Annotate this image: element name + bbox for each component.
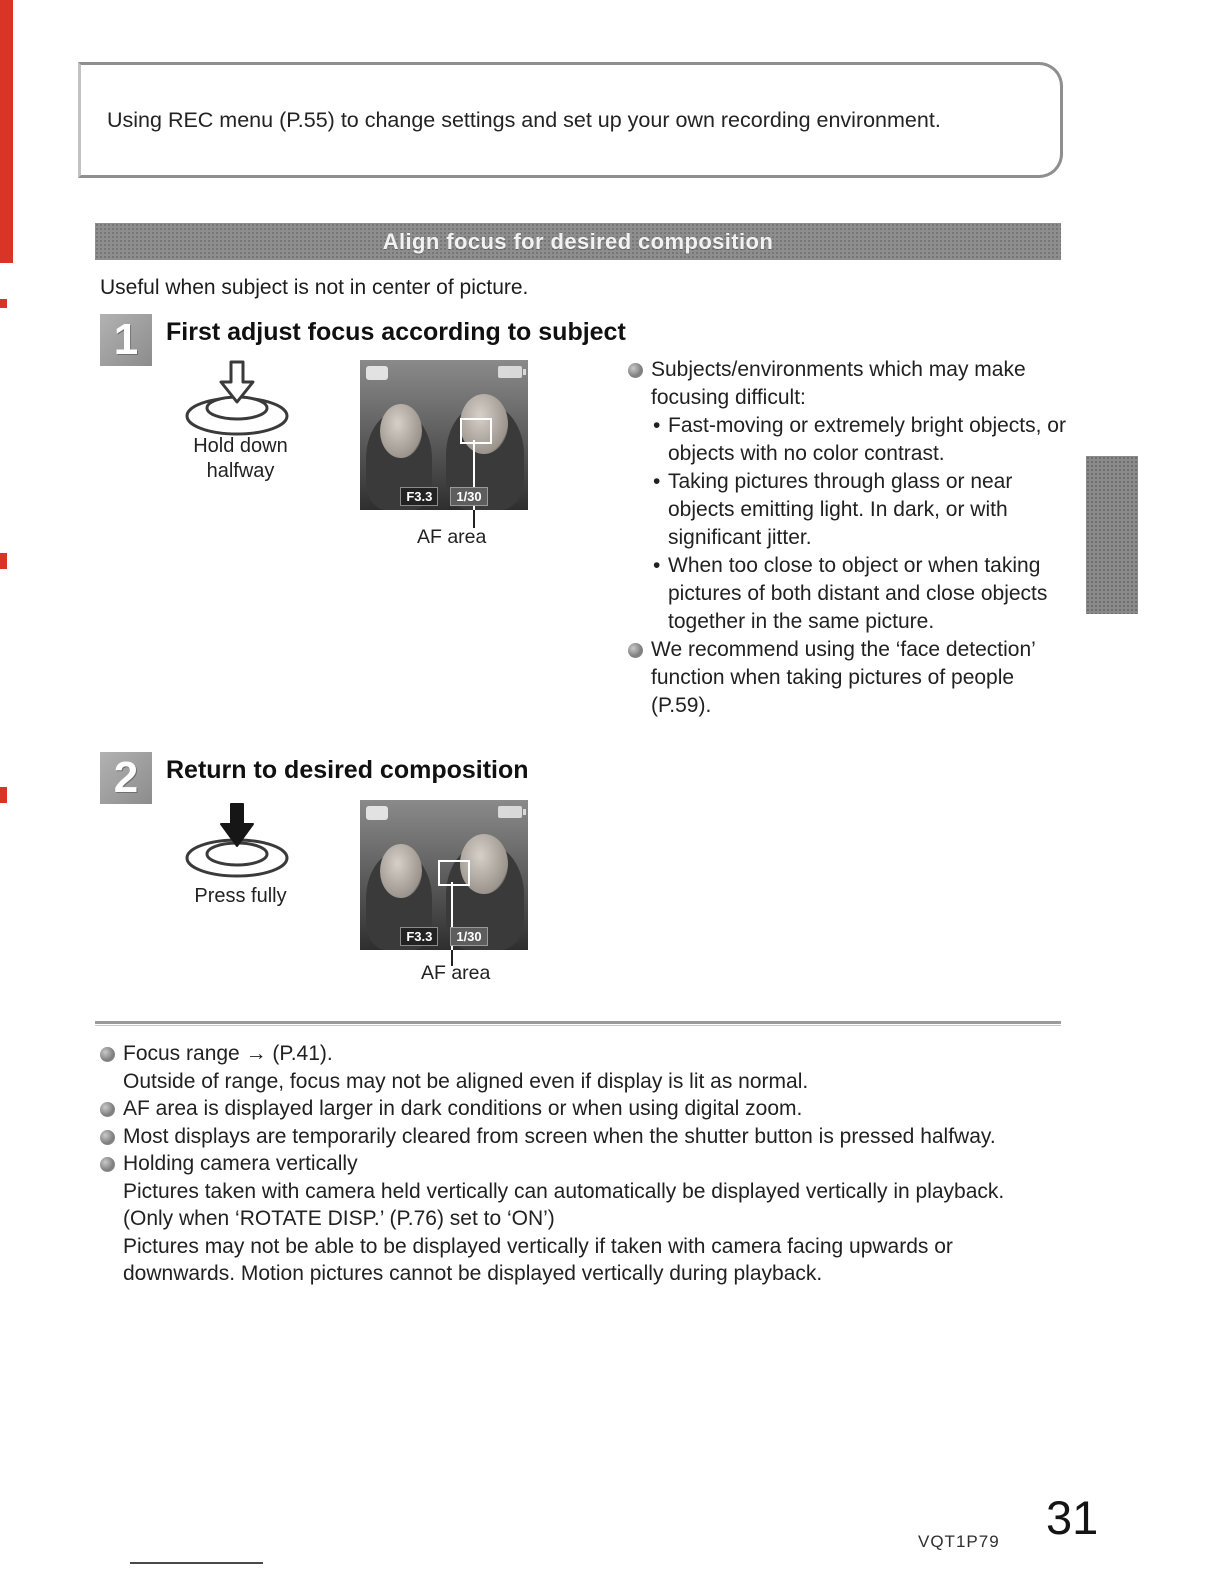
note-lead: Focus range → (P.41). <box>123 1042 333 1065</box>
sub-bullet: • Fast-moving or extremely bright objects, or objects with no color contrast. <box>651 412 1076 468</box>
sub-bullet: • When too close to object or when taking pictures of both distant and close objects together in the same picture. <box>651 552 1076 636</box>
section-intro: Useful when subject is not in center of picture. <box>100 276 529 299</box>
note-lead: AF area is displayed larger in dark conditions or when using digital zoom. <box>123 1097 803 1120</box>
camera-mode-icon <box>366 366 388 380</box>
note-line: Pictures may not be able to be displayed vertically if taken with camera facing upwards or downwards. Motion pictures cannot be displayed vertically during playback. <box>123 1234 953 1285</box>
note-item <box>100 1150 1062 1288</box>
note-lead: Most displays are temporarily cleared from screen when the shutter button is pressed halfway. <box>123 1124 996 1148</box>
note-line: Outside of range, focus may not be aligned even if display is lit as normal. <box>123 1069 809 1093</box>
exposure-readout <box>360 927 528 946</box>
rec-menu-note-box <box>78 62 1063 178</box>
shutter-speed-value: 1/30 <box>450 927 487 946</box>
aperture-value: F3.3 <box>400 927 438 946</box>
page-edge-red-tick <box>0 299 7 308</box>
section-title: Align focus for desired composition <box>382 229 774 254</box>
af-frame-icon <box>438 860 470 886</box>
note-item <box>100 1123 1062 1151</box>
note-item <box>100 1095 1062 1123</box>
shutter-full-press-icon <box>175 798 300 882</box>
page-number: 31 <box>1046 1491 1099 1544</box>
flower-bullet-icon <box>100 1040 123 1095</box>
page-edge-red-tick <box>0 553 7 569</box>
step-2-number: 2 <box>100 752 152 804</box>
chapter-edge-tab <box>1086 456 1138 614</box>
battery-icon <box>498 366 522 378</box>
note-item <box>628 636 1076 720</box>
flower-bullet-icon <box>628 356 651 636</box>
note-lead: Holding camera vertically <box>123 1152 358 1175</box>
af-frame-icon <box>460 418 492 444</box>
flower-bullet-icon <box>628 636 651 720</box>
note-item <box>100 1040 1062 1095</box>
section-header <box>95 223 1061 260</box>
note-text: We recommend using the ‘face detection’ function when taking pictures of people (P.59). <box>651 638 1036 717</box>
page-edge-red-strip <box>0 0 13 263</box>
af-area-label: AF area <box>417 526 487 548</box>
step-1-icon-caption: Hold down halfway <box>193 435 288 482</box>
exposure-readout <box>360 487 528 506</box>
flower-bullet-icon <box>100 1150 123 1288</box>
step-1-title: First adjust focus according to subject <box>166 318 626 346</box>
af-area-label: AF area <box>421 962 491 984</box>
aperture-value: F3.3 <box>400 487 438 506</box>
battery-icon <box>498 806 522 818</box>
rec-menu-note-text: Using REC menu (P.55) to change settings and set up your own recording environment. <box>107 107 941 132</box>
subject-face <box>380 404 422 458</box>
sub-bullet-list <box>651 412 1076 636</box>
note-line: Pictures taken with camera held vertically can automatically be displayed vertically in playback. <box>123 1179 1005 1203</box>
focus-notes <box>628 356 1076 720</box>
subject-face <box>380 844 422 898</box>
note-text: Subjects/environments which may make focusing difficult: <box>651 358 1026 409</box>
flower-bullet-icon <box>100 1095 123 1123</box>
footer-rule <box>130 1562 263 1564</box>
step-2-icon-caption: Press fully <box>194 885 287 907</box>
shutter-speed-value: 1/30 <box>450 487 487 506</box>
lcd-photo-step-2 <box>360 800 528 950</box>
sub-bullet: • Taking pictures through glass or near objects emitting light. In dark, or with significant jitter. <box>651 468 1076 552</box>
model-code: VQT1P79 <box>918 1532 1000 1551</box>
lcd-photo-step-1 <box>360 360 528 510</box>
bottom-notes <box>100 1040 1062 1288</box>
note-line: (Only when ‘ROTATE DISP.’ (P.76) set to ‘ON’) <box>123 1207 555 1230</box>
step-1-number: 1 <box>100 314 152 366</box>
section-divider <box>95 1021 1061 1026</box>
flower-bullet-icon <box>100 1123 123 1151</box>
camera-mode-icon <box>366 806 388 820</box>
page-edge-red-tick <box>0 787 7 803</box>
shutter-half-press-icon <box>175 356 300 440</box>
note-item <box>628 356 1076 636</box>
step-2-title: Return to desired composition <box>166 756 529 784</box>
